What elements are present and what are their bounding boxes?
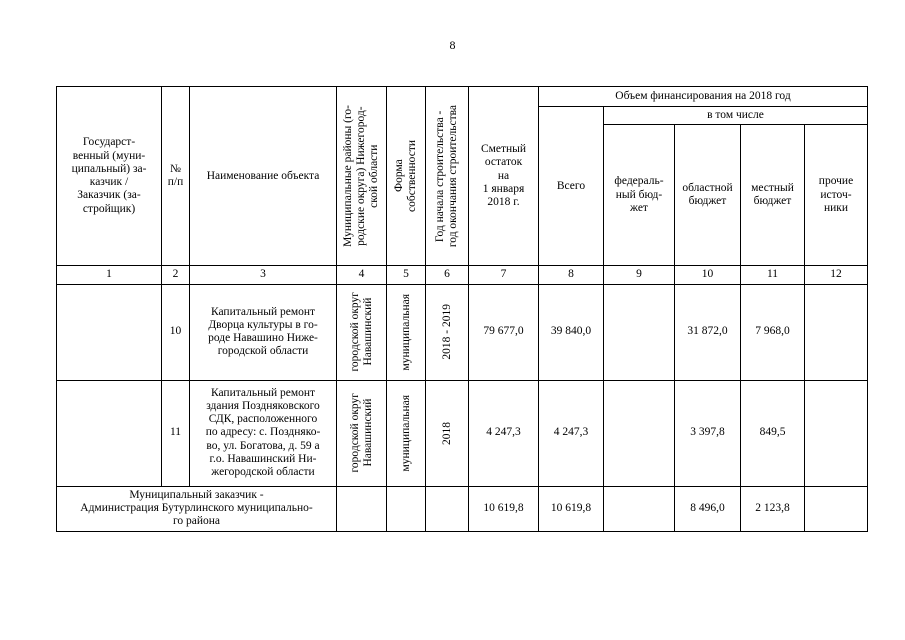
row-years-text: 2018 — [440, 421, 453, 445]
header-local: местный бюджет — [741, 125, 805, 266]
header-funding-group: Объем финансирования на 2018 год — [539, 87, 868, 107]
summary-estimate: 10 619,8 — [469, 486, 539, 531]
header-ownership — [387, 87, 426, 266]
row-local: 849,5 — [741, 380, 805, 486]
row-other — [805, 284, 868, 380]
column-number: 3 — [190, 266, 337, 284]
row-num: 10 — [162, 284, 190, 380]
page-number: 8 — [449, 38, 456, 52]
column-number: 7 — [469, 266, 539, 284]
column-number: 11 — [741, 266, 805, 284]
row-object-name: Капитальный ремонт здания Поздняковского СДК, расположенного по адресу: с. Поздняко- во, ул. Богатова, д. 59 а г.о. Навашинский Ни- жегородской области — [190, 380, 337, 486]
row-total: 4 247,3 — [539, 380, 604, 486]
summary-district — [337, 486, 387, 531]
summary-label: Муниципальный заказчик - Администрация Бутурлинского муниципально- го района — [57, 486, 337, 531]
row-district-text: городской округ Навашинский — [348, 393, 374, 473]
row-num: 11 — [162, 380, 190, 486]
column-number: 8 — [539, 266, 604, 284]
header-total: Всего — [539, 107, 604, 266]
row-regional: 31 872,0 — [675, 284, 741, 380]
row-ownership-text: муниципальная — [399, 394, 412, 472]
row-federal — [604, 380, 675, 486]
column-number: 2 — [162, 266, 190, 284]
row-federal — [604, 284, 675, 380]
column-number: 4 — [337, 266, 387, 284]
summary-other — [805, 486, 868, 531]
summary-row — [57, 486, 868, 531]
row-years — [426, 380, 469, 486]
header-num: № п/п — [162, 87, 190, 266]
row-years-text: 2018 - 2019 — [440, 304, 453, 360]
row-ownership — [387, 284, 426, 380]
row-estimate: 4 247,3 — [469, 380, 539, 486]
summary-regional: 8 496,0 — [675, 486, 741, 531]
summary-local: 2 123,8 — [741, 486, 805, 531]
row-regional: 3 397,8 — [675, 380, 741, 486]
column-number: 5 — [387, 266, 426, 284]
funding-table — [56, 86, 868, 532]
header-district — [337, 87, 387, 266]
table-row — [57, 284, 868, 380]
row-years — [426, 284, 469, 380]
row-object-name: Капитальный ремонт Дворца культуры в го- роде Навашино Ниже- городской области — [190, 284, 337, 380]
header-object-name: Наименование объекта — [190, 87, 337, 266]
table-row — [57, 380, 868, 486]
header-district-text: Муниципальные районы (го- родские округа) Нижегород- ской области — [342, 105, 380, 248]
row-district-text: городской округ Навашинский — [348, 292, 374, 372]
summary-total: 10 619,8 — [539, 486, 604, 531]
header-estimate: Сметный остаток на 1 января 2018 г. — [469, 87, 539, 266]
header-regional: областной бюджет — [675, 125, 741, 266]
header-other: прочие источ- ники — [805, 125, 868, 266]
header-federal: федераль- ный бюд- жет — [604, 125, 675, 266]
summary-years — [426, 486, 469, 531]
header-customer: Государст- венный (муни- ципальный) за- казчик / Заказчик (за- стройщик) — [57, 87, 162, 266]
row-local: 7 968,0 — [741, 284, 805, 380]
row-ownership — [387, 380, 426, 486]
column-number: 12 — [805, 266, 868, 284]
header-row-1 — [57, 87, 868, 107]
header-ownership-text: Форма собственности — [393, 140, 418, 213]
header-years-text: Год начала строительства - год окончания строительства — [434, 105, 459, 248]
column-number: 6 — [426, 266, 469, 284]
header-years — [426, 87, 469, 266]
summary-ownership — [387, 486, 426, 531]
column-numbers-row — [57, 266, 868, 284]
row-customer — [57, 380, 162, 486]
row-total: 39 840,0 — [539, 284, 604, 380]
row-customer — [57, 284, 162, 380]
summary-federal — [604, 486, 675, 531]
row-district — [337, 380, 387, 486]
column-number: 10 — [675, 266, 741, 284]
row-district — [337, 284, 387, 380]
header-including: в том числе — [604, 107, 868, 125]
row-other — [805, 380, 868, 486]
column-number: 9 — [604, 266, 675, 284]
column-number: 1 — [57, 266, 162, 284]
row-estimate: 79 677,0 — [469, 284, 539, 380]
row-ownership-text: муниципальная — [399, 293, 412, 371]
